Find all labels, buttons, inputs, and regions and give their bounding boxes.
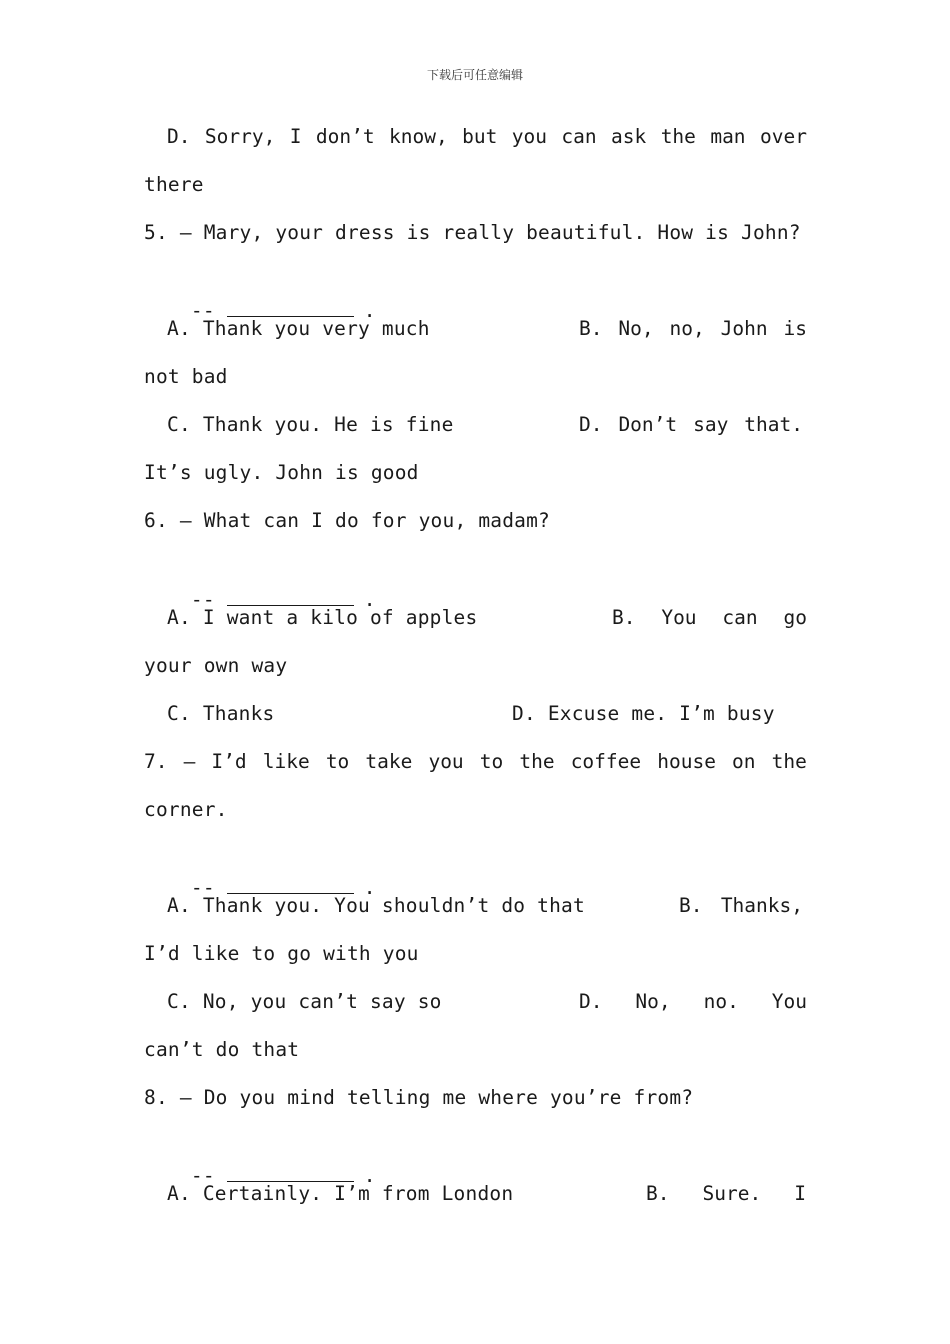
- answer-prefix: --: [190, 299, 215, 322]
- word: can: [561, 125, 597, 148]
- word: to: [325, 750, 350, 773]
- q4-option-d-continued: there: [144, 173, 204, 196]
- q6-option-b-continued: your own way: [144, 654, 288, 677]
- q7-option-b-continued: I’d like to go with you: [144, 942, 419, 965]
- word: –: [183, 750, 196, 773]
- word: B.: [679, 894, 703, 917]
- word: like: [262, 750, 310, 773]
- q5-answer-line: [167, 266, 376, 322]
- q8-option-b: [646, 1179, 806, 1209]
- word: B.: [612, 606, 636, 629]
- word: D.: [579, 990, 603, 1013]
- q7-option-d-continued: can’t do that: [144, 1038, 300, 1061]
- q6-option-d: D. Excuse me. I’m busy: [512, 702, 775, 725]
- q7-stem-continued: corner.: [144, 798, 228, 821]
- word: you: [428, 750, 464, 773]
- word: Don’t: [618, 413, 678, 436]
- word: I’d: [211, 750, 247, 773]
- answer-prefix: --: [190, 876, 215, 899]
- word: You: [771, 990, 807, 1013]
- answer-suffix: .: [363, 588, 376, 611]
- q7-option-a: A. Thank you. You shouldn’t do that: [167, 894, 585, 917]
- q6-option-a: A. I want a kilo of apples: [167, 606, 478, 629]
- page-header: 下载后可任意编辑: [426, 68, 523, 82]
- word: the: [660, 125, 696, 148]
- word: say: [693, 413, 729, 436]
- answer-suffix: .: [363, 1164, 376, 1187]
- answer-suffix: .: [363, 299, 376, 322]
- word: B.: [579, 317, 603, 340]
- word: D.: [579, 413, 603, 436]
- word: no.: [703, 990, 739, 1013]
- word: know,: [389, 125, 448, 148]
- answer-prefix: --: [190, 1164, 215, 1187]
- word: man: [710, 125, 746, 148]
- q6-stem: 6. – What can I do for you, madam?: [144, 509, 550, 532]
- q8-stem: 8. – Do you mind telling me where you’re from?: [144, 1086, 694, 1109]
- word: can: [722, 606, 758, 629]
- q5-option-d: [579, 410, 803, 440]
- q7-stem: [144, 747, 807, 777]
- answer-prefix: --: [190, 588, 215, 611]
- word: don’t: [315, 125, 375, 148]
- word: is: [783, 317, 807, 340]
- q5-option-b-continued: not bad: [144, 365, 228, 388]
- q7-option-c: C. No, you can’t say so: [167, 990, 442, 1013]
- word: D.: [167, 125, 191, 148]
- word: you: [511, 125, 547, 148]
- word: to: [479, 750, 504, 773]
- word: ask: [611, 125, 647, 148]
- word: No,: [635, 990, 671, 1013]
- word: I: [794, 1182, 806, 1205]
- word: Thanks,: [720, 894, 803, 917]
- word: coffee: [570, 750, 642, 773]
- word: B.: [646, 1182, 670, 1205]
- word: Sorry,: [204, 125, 276, 148]
- word: over: [759, 125, 807, 148]
- word: go: [783, 606, 807, 629]
- answer-suffix: .: [363, 876, 376, 899]
- q5-option-b: [579, 314, 807, 344]
- word: You: [661, 606, 697, 629]
- word: the: [771, 750, 807, 773]
- q6-option-b: [612, 603, 807, 633]
- word: that.: [744, 413, 803, 436]
- q5-option-c: C. Thank you. He is fine: [167, 413, 454, 436]
- word: on: [732, 750, 756, 773]
- q7-option-b: [679, 891, 803, 921]
- q6-answer-line: [167, 555, 376, 611]
- word: John: [720, 317, 768, 340]
- q5-stem: 5. – Mary, your dress is really beautiful. How is John?: [144, 221, 801, 244]
- word: house: [657, 750, 716, 773]
- word: Sure.: [702, 1182, 762, 1205]
- q4-option-d: [167, 122, 807, 152]
- word: 7.: [144, 750, 168, 773]
- word: take: [365, 750, 413, 773]
- q8-answer-line: [167, 1131, 376, 1187]
- q6-option-c: C. Thanks: [167, 702, 275, 725]
- q5-option-a: A. Thank you very much: [167, 317, 430, 340]
- word: No,: [618, 317, 654, 340]
- q7-answer-line: [167, 843, 376, 899]
- word: I: [289, 125, 302, 148]
- word: but: [462, 125, 498, 148]
- q5-option-d-continued: It’s ugly. John is good: [144, 461, 419, 484]
- q8-option-a: A. Certainly. I’m from London: [167, 1182, 514, 1205]
- word: the: [519, 750, 555, 773]
- q7-option-d: [579, 987, 807, 1017]
- word: no,: [669, 317, 705, 340]
